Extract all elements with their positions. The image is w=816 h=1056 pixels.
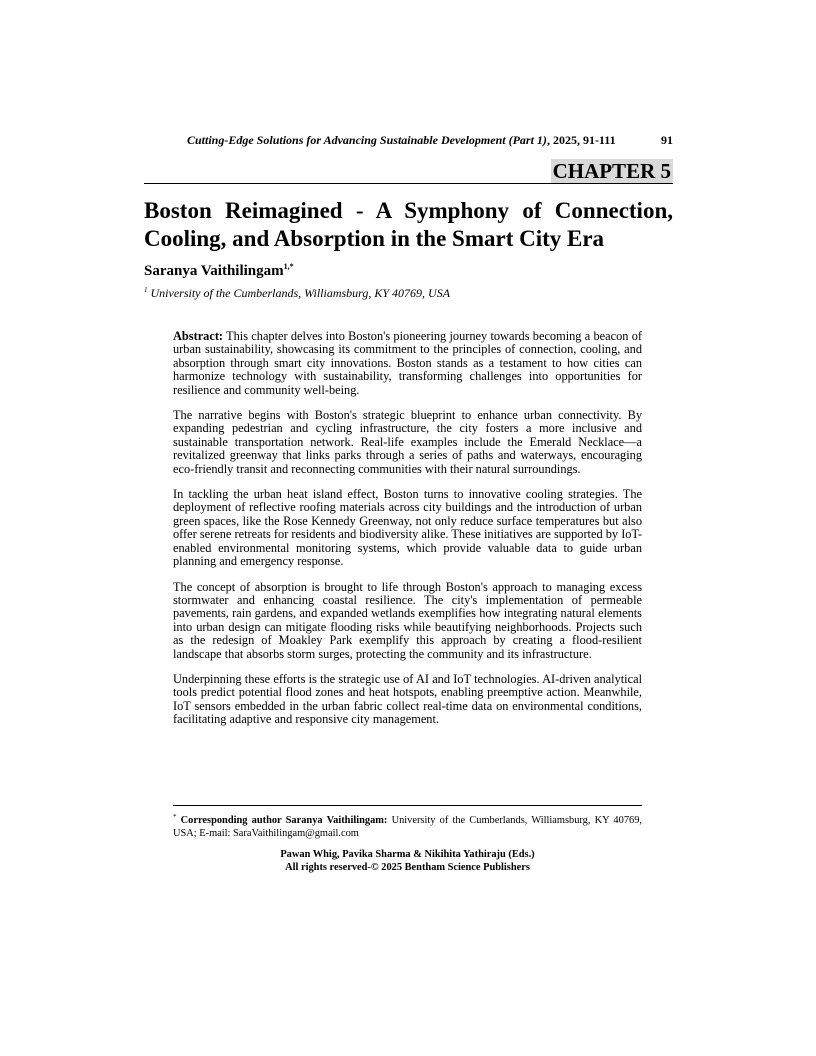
citation-info: , 2025, 91-111 — [546, 133, 616, 147]
affiliation — [144, 286, 450, 301]
page-number: 91 — [661, 133, 673, 147]
footnote-text: University of the Cumberlands, Williamsburg, KY 40769, USA; E-mail: SaraVaithilingam@gmail.com — [173, 815, 642, 839]
chapter-heading-rule — [144, 158, 673, 184]
chapter-label: CHAPTER 5 — [552, 159, 671, 183]
footnote-label: Corresponding author Saranya Vaithilingam: — [176, 815, 388, 826]
abstract-label: Abstract: — [173, 329, 224, 343]
abstract-paragraph: In tackling the urban heat island effect, Boston turns to innovative cooling strategies. The deployment of reflective roofing materials across city buildings and the introduction of urban green spaces, like the Rose Kennedy Greenway, not only reduce surface temperatures but also offer serene retreats for residents and biodiversity alike. These initiatives are supported by IoT-enabled environmental monitoring systems, which provide valuable data to guide urban planning and emergency response. — [173, 487, 642, 569]
journal-title: Cutting-Edge Solutions for Advancing Sustainable Development (Part 1) — [187, 133, 547, 147]
chapter-title: Boston Reimagined - A Symphony of Connection, Cooling, and Absorption in the Smart City Era — [144, 198, 673, 251]
footnote — [173, 811, 642, 840]
author-marks: 1,* — [283, 262, 294, 271]
affiliation-mark: 1 — [144, 286, 148, 294]
abstract-text: This chapter delves into Boston's pioneering journey towards becoming a beacon of urban sustainability, showcasing its commitment to the principles of connection, cooling, and absorption through smart city innovations. Boston stands as a testament to how cities can harmonize technology with sustainability, transforming challenges into opportunities for resilience and community well-being. — [173, 329, 642, 397]
author-name: Saranya Vaithilingam — [144, 263, 284, 279]
editors-line: Pawan Whig, Pavika Sharma & Nikihita Yathiraju (Eds.) — [280, 849, 535, 860]
publisher-block — [173, 848, 642, 874]
abstract-paragraph — [173, 330, 642, 397]
abstract — [173, 330, 642, 739]
abstract-paragraph: The concept of absorption is brought to life through Boston's approach to managing excess stormwater and enhancing coastal resilience. The city's implementation of permeable pavements, rain gardens, and expanded wetlands exemplifies how integrating natural elements into urban design can mitigate flooding risks while beautifying neighborhoods. Projects such as the redesign of Moakley Park exemplify this approach by creating a flood-resilient landscape that absorbs storm surges, protecting the community and its infrastructure. — [173, 579, 642, 661]
abstract-paragraph: The narrative begins with Boston's strategic blueprint to enhance urban connectivity. By expanding pedestrian and cycling infrastructure, the city fosters a more inclusive and sustainable transportation network. Real-life examples include the Emerald Necklace—a revitalized greenway that links parks through a series of paths and waterways, encouraging eco-friendly transit and reconnecting communities with their natural surroundings. — [173, 408, 642, 476]
footnote-divider — [173, 805, 642, 806]
rights-line: All rights reserved-© 2025 Bentham Science Publishers — [285, 862, 530, 873]
running-header — [187, 133, 673, 148]
footnote-mark: * — [173, 813, 177, 821]
author-line — [144, 262, 294, 280]
affiliation-text: University of the Cumberlands, Williamsburg, KY 40769, USA — [147, 286, 451, 300]
abstract-paragraph: Underpinning these efforts is the strategic use of AI and IoT technologies. AI-driven analytical tools predict potential flood zones and heat hotspots, enabling preemptive action. Meanwhile, IoT sensors embedded in the urban fabric collect real-time data on environmental conditions, facilitating adaptive and responsive city management. — [173, 671, 642, 727]
